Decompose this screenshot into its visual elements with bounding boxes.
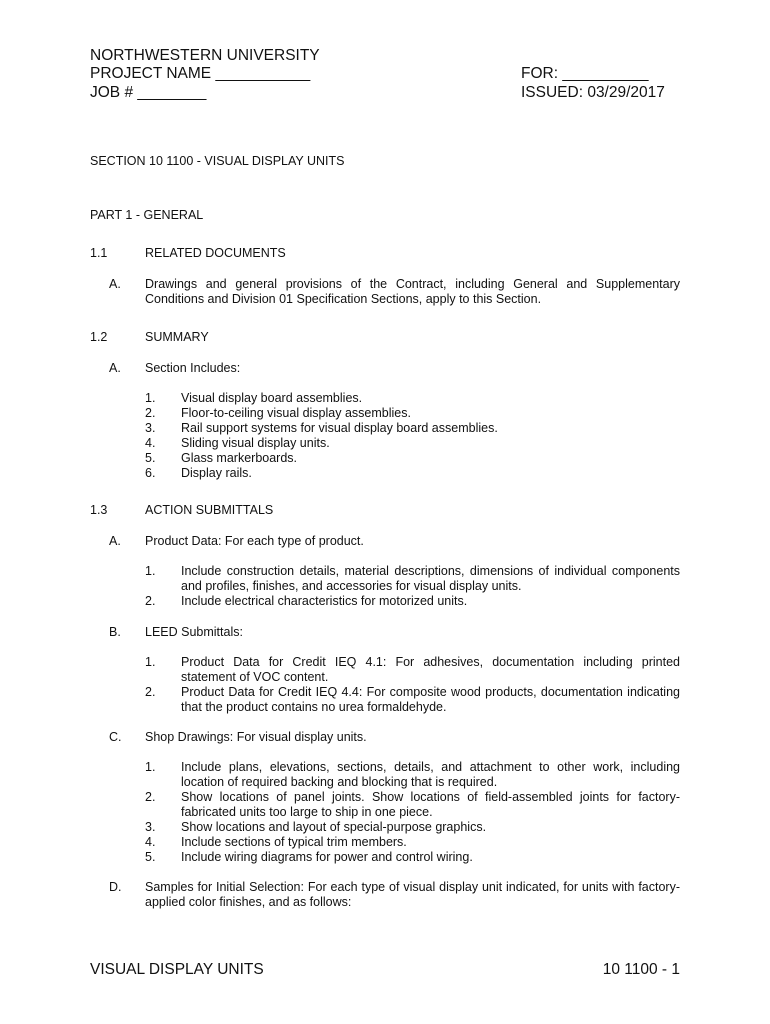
item-number: 1.	[145, 760, 156, 774]
item-number: 4.	[145, 436, 156, 450]
paragraph-text: LEED Submittals:	[145, 625, 243, 639]
item-number: 1.	[145, 391, 156, 405]
article-heading: SUMMARY	[145, 330, 209, 344]
paragraph-text: Shop Drawings: For visual display units.	[145, 730, 367, 744]
list-item	[145, 655, 680, 685]
item-number: 1.	[145, 564, 156, 578]
header-job-number: JOB # ________	[90, 84, 207, 101]
item-text: Include sections of typical trim members.	[181, 835, 407, 849]
item-text: Show locations and layout of special-purpose graphics.	[181, 820, 487, 834]
item-text: Product Data for Credit IEQ 4.4: For composite wood products, documentation indicating that the product contains no urea formaldehyde.	[181, 685, 680, 714]
list-item	[145, 436, 680, 451]
item-text: Include plans, elevations, sections, details, and attachment to other work, including location of required backing and blocking that is required.	[181, 760, 680, 789]
item-number: 2.	[145, 406, 156, 420]
paragraph-text: Product Data: For each type of product.	[145, 534, 364, 548]
item-text: Glass markerboards.	[181, 451, 298, 465]
list-item	[145, 790, 680, 820]
paragraph-letter: A.	[109, 277, 121, 291]
item-number: 3.	[145, 820, 156, 834]
list-item	[145, 451, 680, 466]
list-1-2-a	[145, 391, 680, 481]
header-for: FOR: __________	[521, 65, 649, 82]
paragraph-letter: D.	[109, 880, 122, 894]
item-text: Include wiring diagrams for power and control wiring.	[181, 850, 473, 864]
item-text: Display rails.	[181, 466, 252, 480]
section-title: SECTION 10 1100 - VISUAL DISPLAY UNITS	[90, 154, 345, 168]
item-number: 2.	[145, 790, 156, 804]
item-text: Show locations of panel joints. Show locations of field-assembled joints for factory-fabricated units too large to ship in one piece.	[181, 790, 680, 819]
paragraph-text: Drawings and general provisions of the Contract, including General and Supplementary Conditions and Division 01 Specification Sections, apply to this Section.	[145, 277, 680, 306]
paragraph-letter: A.	[109, 361, 121, 375]
item-text: Visual display board assemblies.	[181, 391, 363, 405]
list-item	[145, 421, 680, 436]
item-number: 1.	[145, 655, 156, 669]
footer-section-name: VISUAL DISPLAY UNITS	[90, 961, 264, 978]
paragraph-text: Samples for Initial Selection: For each type of visual display unit indicated, for units with factory-applied color finishes, and as follows:	[145, 880, 680, 909]
item-text: Include construction details, material descriptions, dimensions of individual components and profiles, finishes, and accessories for visual display units.	[181, 564, 680, 593]
item-number: 6.	[145, 466, 156, 480]
list-1-3-c	[145, 760, 680, 865]
header-project-name: PROJECT NAME ___________	[90, 65, 311, 82]
list-item	[145, 760, 680, 790]
list-item	[145, 820, 680, 835]
item-text: Product Data for Credit IEQ 4.1: For adhesives, documentation including printed statement of VOC content.	[181, 655, 680, 684]
article-number: 1.1	[90, 246, 108, 260]
list-item	[145, 594, 680, 609]
list-item	[145, 391, 680, 406]
paragraph-letter: B.	[109, 625, 121, 639]
item-text: Rail support systems for visual display board assemblies.	[181, 421, 498, 435]
article-heading: RELATED DOCUMENTS	[145, 246, 286, 260]
paragraph-text: Section Includes:	[145, 361, 241, 375]
article-heading: ACTION SUBMITTALS	[145, 503, 274, 517]
list-item	[145, 850, 680, 865]
list-item	[145, 406, 680, 421]
footer-page-number: 10 1100 - 1	[602, 961, 680, 978]
list-1-3-a	[145, 564, 680, 609]
item-text: Sliding visual display units.	[181, 436, 330, 450]
item-number: 3.	[145, 421, 156, 435]
header-issued-date: ISSUED: 03/29/2017	[521, 84, 665, 101]
list-1-3-b	[145, 655, 680, 715]
article-number: 1.2	[90, 330, 108, 344]
item-number: 2.	[145, 594, 156, 608]
list-item	[145, 685, 680, 715]
item-number: 4.	[145, 835, 156, 849]
article-number: 1.3	[90, 503, 108, 517]
list-item	[145, 466, 680, 481]
paragraph-letter: A.	[109, 534, 121, 548]
list-item	[145, 835, 680, 850]
item-text: Include electrical characteristics for motorized units.	[181, 594, 468, 608]
header-university: NORTHWESTERN UNIVERSITY	[90, 47, 320, 64]
item-number: 5.	[145, 451, 156, 465]
paragraph-letter: C.	[109, 730, 122, 744]
item-text: Floor-to-ceiling visual display assemblies.	[181, 406, 411, 420]
item-number: 2.	[145, 685, 156, 699]
item-number: 5.	[145, 850, 156, 864]
part-title: PART 1 - GENERAL	[90, 208, 204, 222]
list-item	[145, 564, 680, 594]
